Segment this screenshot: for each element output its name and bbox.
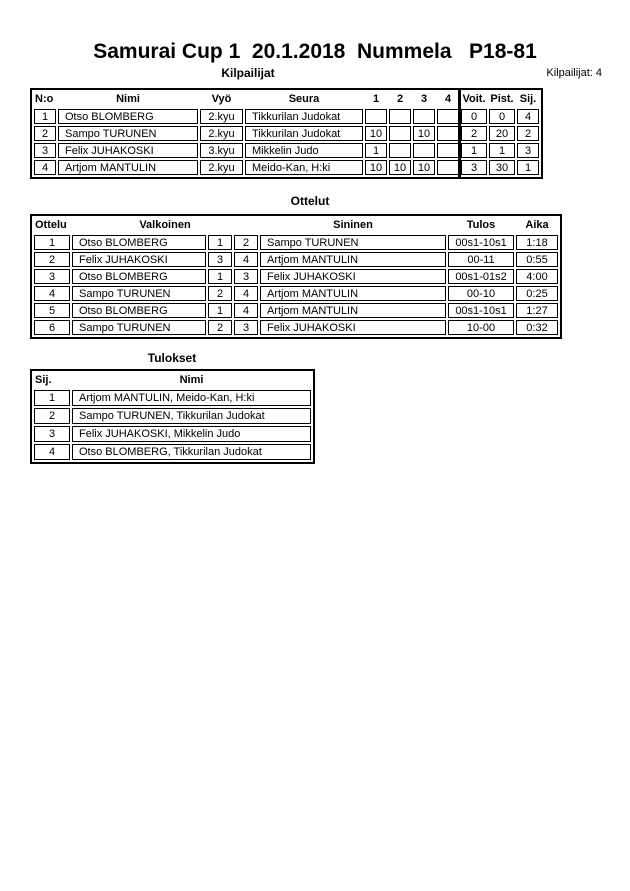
table-row (34, 269, 558, 284)
wins: 1 (461, 143, 487, 158)
blue-player: Felix JUHAKOSKI (260, 320, 446, 335)
white-player-no: 2 (208, 320, 232, 335)
white-player-no: 1 (208, 235, 232, 250)
white-player: Otso BLOMBERG (72, 269, 206, 284)
points: 0 (489, 109, 515, 124)
final-place: 1 (34, 390, 70, 406)
blue-player-no: 4 (234, 286, 258, 301)
blue-player-no: 3 (234, 320, 258, 335)
results-section-divider (458, 88, 461, 179)
column-header-place: Sij. (519, 93, 537, 105)
column-header-name: Nimi (116, 93, 140, 105)
competitors-section-title: Kilpailijat (221, 66, 275, 80)
table-row (34, 408, 311, 424)
wins: 2 (461, 126, 487, 141)
table-row (34, 286, 558, 301)
column-header-match4: 4 (444, 93, 452, 105)
final-name: Otso BLOMBERG, Tikkurilan Judokat (72, 444, 311, 460)
place: 1 (517, 160, 539, 175)
match-no: 4 (34, 286, 70, 301)
white-player: Otso BLOMBERG (72, 235, 206, 250)
column-header-white: Valkoinen (139, 219, 191, 231)
final-place: 2 (34, 408, 70, 424)
match-no: 1 (34, 235, 70, 250)
table-row (34, 252, 558, 267)
competitor-name: Otso BLOMBERG (58, 109, 198, 124)
competitors-table (30, 88, 543, 179)
place: 4 (517, 109, 539, 124)
white-player-no: 1 (208, 303, 232, 318)
table-row (34, 426, 311, 442)
final-name: Artjom MANTULIN, Meido-Kan, H:ki (72, 390, 311, 406)
match-no: 6 (34, 320, 70, 335)
competitor-club: Meido-Kan, H:ki (245, 160, 363, 175)
matches-table (30, 214, 562, 339)
table-row (34, 160, 539, 175)
match-result: 00-10 (448, 286, 514, 301)
competitor-no: 4 (34, 160, 56, 175)
blue-player: Artjom MANTULIN (260, 286, 446, 301)
match-result: 00s1-01s2 (448, 269, 514, 284)
match2-score: 10 (389, 160, 411, 175)
points: 1 (489, 143, 515, 158)
final-name: Sampo TURUNEN, Tikkurilan Judokat (72, 408, 311, 424)
column-header-match2: 2 (396, 93, 404, 105)
table-row (34, 303, 558, 318)
match-time: 0:32 (516, 320, 558, 335)
competitor-name: Sampo TURUNEN (58, 126, 198, 141)
white-player: Sampo TURUNEN (72, 286, 206, 301)
table-row (34, 109, 539, 124)
column-header-points: Pist. (490, 93, 514, 105)
points: 30 (489, 160, 515, 175)
column-header-match1: 1 (372, 93, 380, 105)
points: 20 (489, 126, 515, 141)
final-place: 4 (34, 444, 70, 460)
match3-score (413, 143, 435, 158)
white-player: Otso BLOMBERG (72, 303, 206, 318)
matches-section-title: Ottelut (290, 194, 330, 208)
competitor-no: 2 (34, 126, 56, 141)
column-header-blue: Sininen (333, 219, 373, 231)
blue-player-no: 3 (234, 269, 258, 284)
table-row (34, 390, 311, 406)
competitor-belt: 3.kyu (200, 143, 243, 158)
match2-score (389, 143, 411, 158)
competitor-belt: 2.kyu (200, 126, 243, 141)
match-no: 5 (34, 303, 70, 318)
match-time: 1:18 (516, 235, 558, 250)
match3-score: 10 (413, 126, 435, 141)
blue-player-no: 4 (234, 303, 258, 318)
match1-score (365, 109, 387, 124)
match-no: 2 (34, 252, 70, 267)
match-time: 0:55 (516, 252, 558, 267)
column-header-name: Nimi (179, 374, 204, 386)
blue-player: Artjom MANTULIN (260, 252, 446, 267)
white-player: Felix JUHAKOSKI (72, 252, 206, 267)
competitors-header-row (34, 92, 539, 107)
column-header-result: Tulos (466, 219, 496, 231)
final-place: 3 (34, 426, 70, 442)
white-player-no: 2 (208, 286, 232, 301)
match1-score: 1 (365, 143, 387, 158)
blue-player: Sampo TURUNEN (260, 235, 446, 250)
column-header-club: Seura (288, 93, 320, 105)
match3-score: 10 (413, 160, 435, 175)
place: 2 (517, 126, 539, 141)
match1-score: 10 (365, 160, 387, 175)
white-player-no: 3 (208, 252, 232, 267)
competitor-club: Tikkurilan Judokat (245, 109, 363, 124)
competitor-club: Mikkelin Judo (245, 143, 363, 158)
column-header-wins: Voit. (462, 93, 486, 105)
match4-score (437, 109, 459, 124)
match-result: 00s1-10s1 (448, 235, 514, 250)
table-row (34, 235, 558, 250)
results-table (30, 369, 315, 464)
match-result: 10-00 (448, 320, 514, 335)
match-no: 3 (34, 269, 70, 284)
white-player: Sampo TURUNEN (72, 320, 206, 335)
competitor-name: Felix JUHAKOSKI (58, 143, 198, 158)
match2-score (389, 126, 411, 141)
match4-score (437, 160, 459, 175)
column-header-time: Aika (525, 219, 549, 231)
match-time: 0:25 (516, 286, 558, 301)
match3-score (413, 109, 435, 124)
wins: 0 (461, 109, 487, 124)
page-title: Samurai Cup 1 20.1.2018 Nummela P18-81 (93, 40, 537, 63)
results-header-row (34, 373, 311, 388)
match4-score (437, 126, 459, 141)
table-row (34, 444, 311, 460)
match-result: 00s1-10s1 (448, 303, 514, 318)
competitors-count-label: Kilpailijat: 4 (546, 67, 602, 79)
place: 3 (517, 143, 539, 158)
column-header-match3: 3 (420, 93, 428, 105)
competitor-no: 3 (34, 143, 56, 158)
match1-score: 10 (365, 126, 387, 141)
white-player-no: 1 (208, 269, 232, 284)
competitor-name: Artjom MANTULIN (58, 160, 198, 175)
matches-header-row (34, 218, 558, 233)
column-header-belt: Vyö (211, 93, 232, 105)
competitor-belt: 2.kyu (200, 160, 243, 175)
table-row (34, 126, 539, 141)
match-result: 00-11 (448, 252, 514, 267)
column-header-place: Sij. (35, 374, 52, 386)
final-name: Felix JUHAKOSKI, Mikkelin Judo (72, 426, 311, 442)
column-header-no: N:o (35, 93, 54, 105)
match-time: 4:00 (516, 269, 558, 284)
wins: 3 (461, 160, 487, 175)
table-row (34, 320, 558, 335)
competitor-belt: 2.kyu (200, 109, 243, 124)
blue-player-no: 2 (234, 235, 258, 250)
competitor-no: 1 (34, 109, 56, 124)
match-time: 1:27 (516, 303, 558, 318)
results-section-title: Tulokset (147, 351, 197, 365)
table-row (34, 143, 539, 158)
blue-player: Artjom MANTULIN (260, 303, 446, 318)
match4-score (437, 143, 459, 158)
blue-player-no: 4 (234, 252, 258, 267)
blue-player: Felix JUHAKOSKI (260, 269, 446, 284)
match2-score (389, 109, 411, 124)
column-header-match-no: Ottelu (35, 219, 67, 231)
competitor-club: Tikkurilan Judokat (245, 126, 363, 141)
